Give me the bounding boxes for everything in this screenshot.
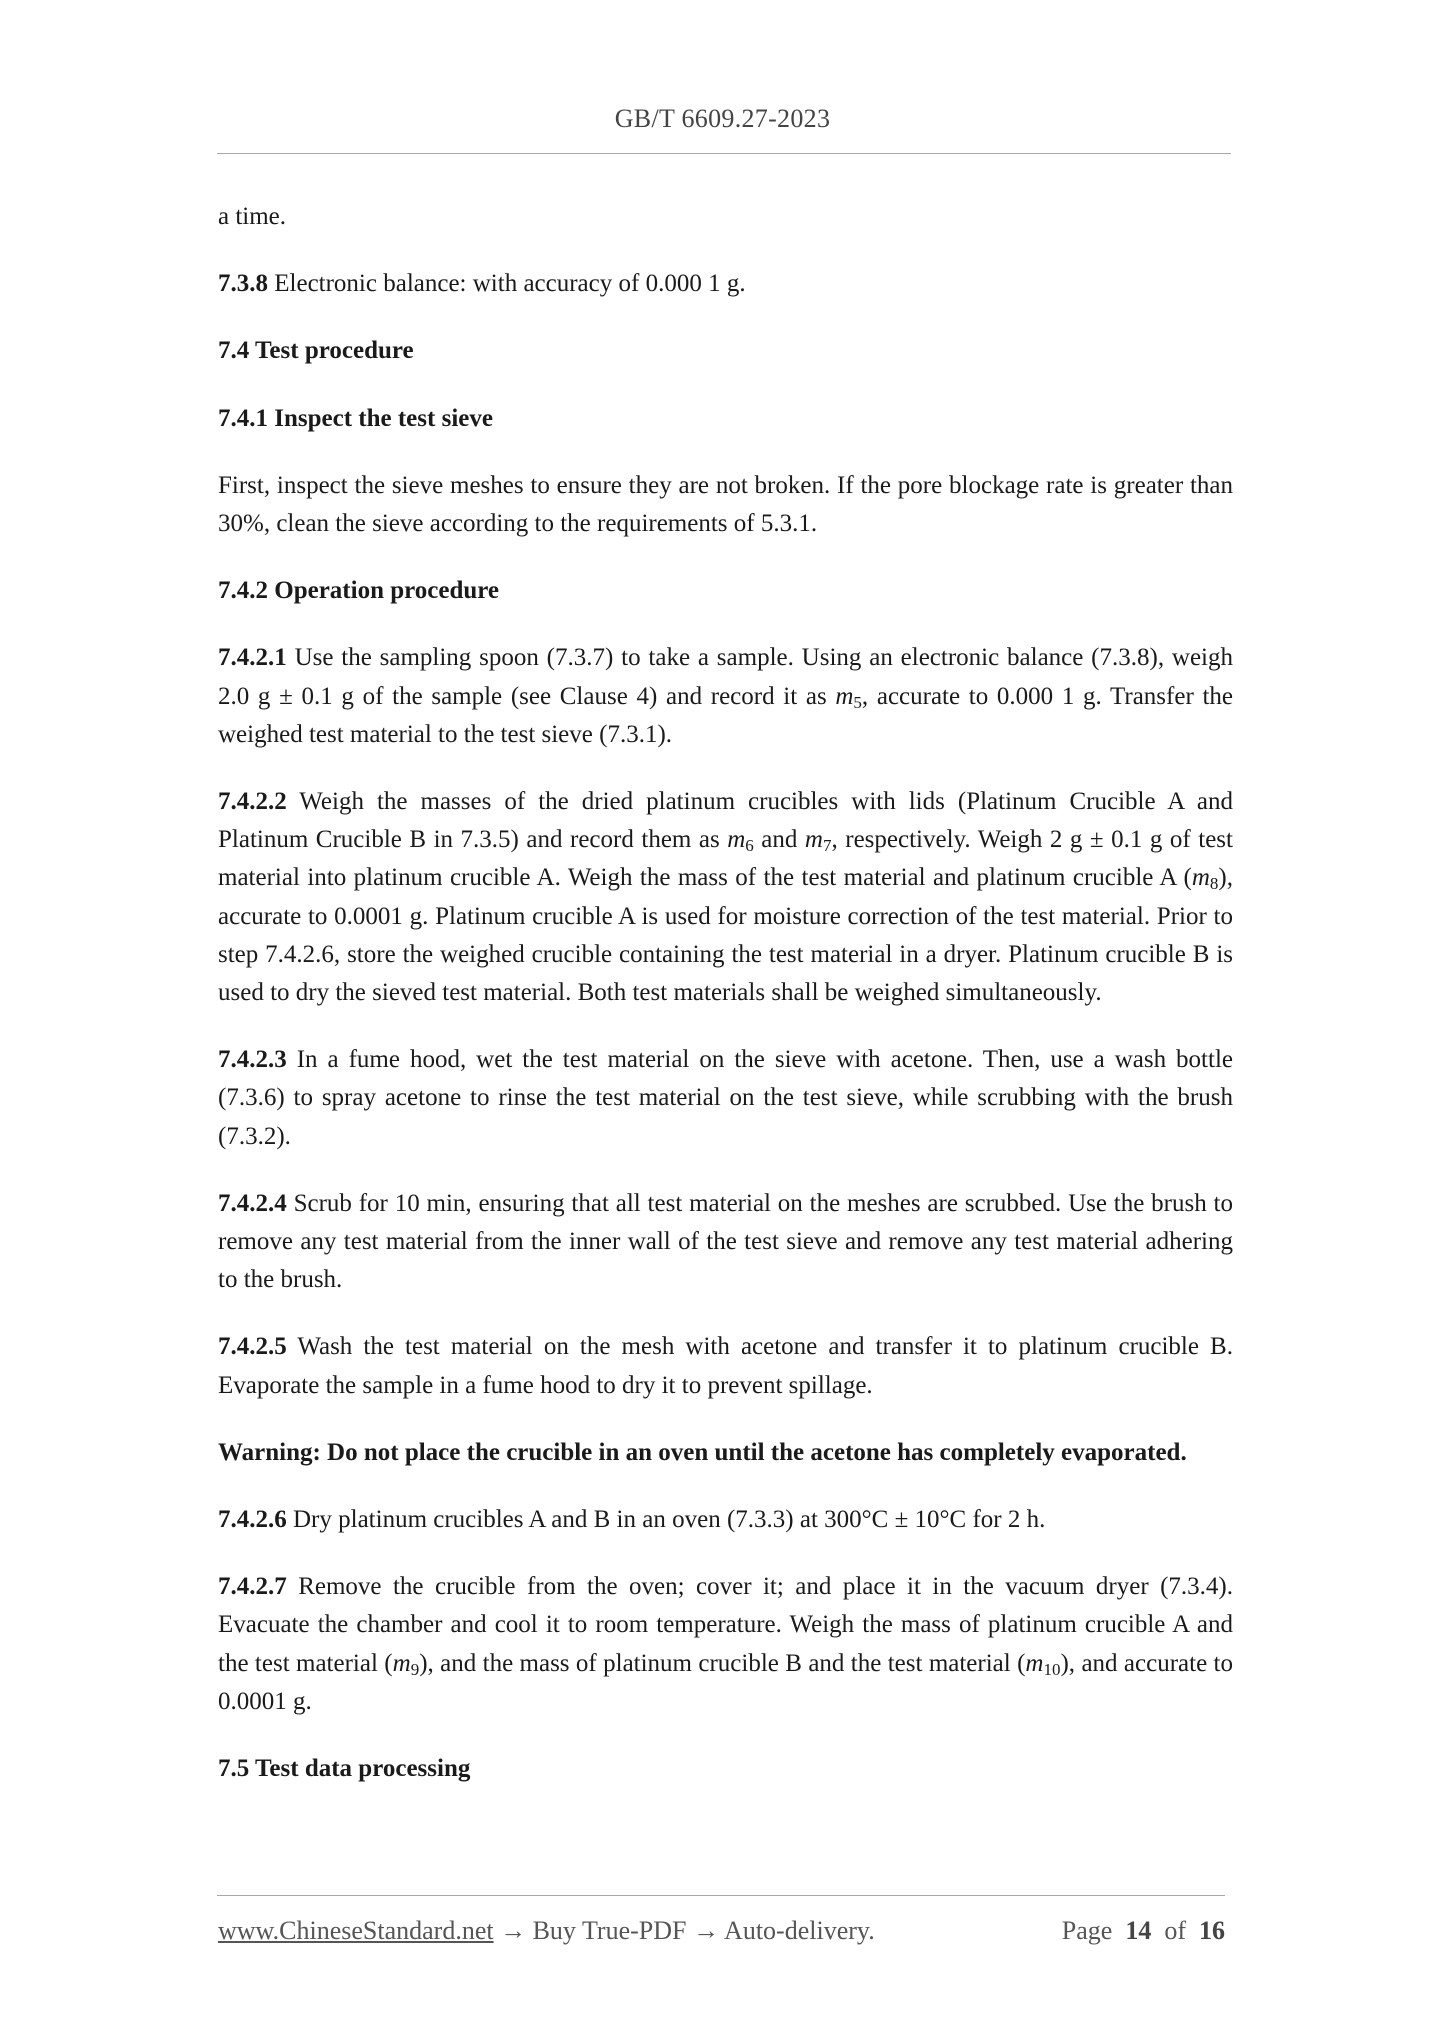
- clause-7-4-2-7: [218, 1568, 1233, 1721]
- clause-7-4-2-1: [218, 639, 1233, 754]
- clause-7-4-2-4: [218, 1185, 1233, 1300]
- mass-subscript: 10: [1043, 1659, 1061, 1679]
- clause-text: Dry platinum crucibles A and B in an oven (7.3.3) at 300°C ± 10°C for 2 h.: [286, 1506, 1046, 1534]
- warning-note: Warning: Do not place the crucible in an oven until the acetone has completely evaporated.: [218, 1438, 1187, 1466]
- clause-number: 7.3.8: [218, 270, 268, 298]
- heading-7-4-1: 7.4.1 Inspect the test sieve: [218, 404, 493, 432]
- clause-number: 7.4.2.1: [218, 644, 287, 672]
- document-body: [218, 198, 1233, 1817]
- mass-subscript: 7: [822, 836, 832, 856]
- footer-promo-text: → Buy True-PDF → Auto-delivery.: [493, 1916, 875, 1945]
- clause-text: Weigh the masses of the dried platinum crucibles with lids (Platinum Crucible A and Platinum Crucible B in 7.3.5) and record them as: [218, 788, 1233, 854]
- clause-text: Use the sampling spoon (7.3.7) to take a sample. Using an electronic balance (7.3.8), weigh 2.0 g ± 0.1 g of the sample (see Clause 4) and record it as: [218, 644, 1233, 710]
- clause-text: ), and the mass of platinum crucible B and the test material (: [419, 1649, 1026, 1677]
- page-number: [1062, 1916, 1225, 1946]
- mass-symbol: m: [804, 826, 823, 854]
- mass-subscript: 9: [410, 1659, 420, 1679]
- mass-subscript: 5: [853, 692, 862, 712]
- continuation-text: a time.: [218, 203, 287, 230]
- clause-text: Remove the crucible from the oven; cover it; and place it in the vacuum dryer (7.3.4). Evacuate the chamber and cool it to room temperature. Weigh the mass of platinum crucible A and the test material (: [218, 1573, 1233, 1677]
- mass-symbol: m: [727, 826, 746, 854]
- current-page: 14: [1125, 1916, 1152, 1945]
- footer-promo: [218, 1916, 875, 1946]
- clause-text: and: [753, 826, 805, 854]
- clause-text: ), accurate to 0.0001 g. Platinum crucible A is used for moisture correction of the test material. Prior to step 7.4.2.6, store the weighed crucible containing the test material in a dryer. Platinum crucible B is used to dry the sieved test material. Both test materials shall be weighed simultaneously.: [218, 864, 1233, 1007]
- page-label: Page: [1061, 1916, 1113, 1945]
- website-link[interactable]: www.ChineseStandard.net: [218, 1916, 494, 1945]
- clause-text: ), and accurate to 0.0001 g.: [218, 1649, 1233, 1715]
- mass-symbol: m: [1191, 864, 1210, 892]
- clause-text: , respectively. Weigh 2 g ± 0.1 g of test material into platinum crucible A. Weigh the mass of the test material and platinum crucible A (: [218, 826, 1233, 892]
- total-pages: 16: [1199, 1916, 1225, 1945]
- mass-subscript: 6: [745, 836, 754, 856]
- of-label: of: [1164, 1916, 1186, 1945]
- clause-7-4-2-5: [218, 1328, 1233, 1404]
- clause-7-4-2-3: [218, 1041, 1233, 1156]
- clause-7-4-2-6: [218, 1501, 1233, 1539]
- heading-7-4: 7.4 Test procedure: [218, 337, 414, 365]
- clause-number: 7.4.2.5: [218, 1333, 287, 1361]
- heading-7-5: 7.5 Test data processing: [218, 1755, 471, 1783]
- footer-divider: [217, 1895, 1225, 1896]
- page-header-title: GB/T 6609.27-2023: [614, 104, 831, 133]
- clause-text: Electronic balance: with accuracy of 0.000 1 g.: [268, 270, 746, 298]
- heading-7-4-2: 7.4.2 Operation procedure: [218, 577, 500, 605]
- clause-number: 7.4.2.2: [218, 788, 287, 816]
- clause-text: Wash the test material on the mesh with acetone and transfer it to platinum crucible B. Evaporate the sample in a fume hood to dry it to prevent spillage.: [218, 1333, 1233, 1399]
- header-divider: [217, 153, 1231, 154]
- mass-symbol: m: [392, 1649, 411, 1677]
- clause-text: Scrub for 10 min, ensuring that all test material on the meshes are scrubbed. Use the brush to remove any test material from the inner wall of the test sieve and remove any test material adhering to the brush.: [218, 1189, 1233, 1294]
- clause-number: 7.4.2.3: [218, 1046, 287, 1074]
- mass-symbol: m: [1025, 1649, 1044, 1677]
- mass-subscript: 8: [1209, 874, 1219, 894]
- clause-7-4-2-2: [218, 783, 1233, 1012]
- mass-symbol: m: [835, 682, 854, 710]
- clause-number: 7.4.2.4: [218, 1189, 287, 1217]
- clause-text: , accurate to 0.000 1 g. Transfer the weighed test material to the test sieve (7.3.1).: [218, 682, 1234, 748]
- clause-text: In a fume hood, wet the test material on the sieve with acetone. Then, use a wash bottle (7.3.6) to spray acetone to rinse the test material on the test sieve, while scrubbing with the brush (7.3.2).: [218, 1046, 1233, 1150]
- clause-7-3-8: [218, 265, 1233, 303]
- clause-number: 7.4.2.6: [218, 1506, 287, 1534]
- paragraph-7-4-1: First, inspect the sieve meshes to ensure they are not broken. If the pore blockage rate is greater than 30%, clean the sieve according to the requirements of 5.3.1.: [218, 471, 1233, 538]
- clause-number: 7.4.2.7: [218, 1573, 287, 1601]
